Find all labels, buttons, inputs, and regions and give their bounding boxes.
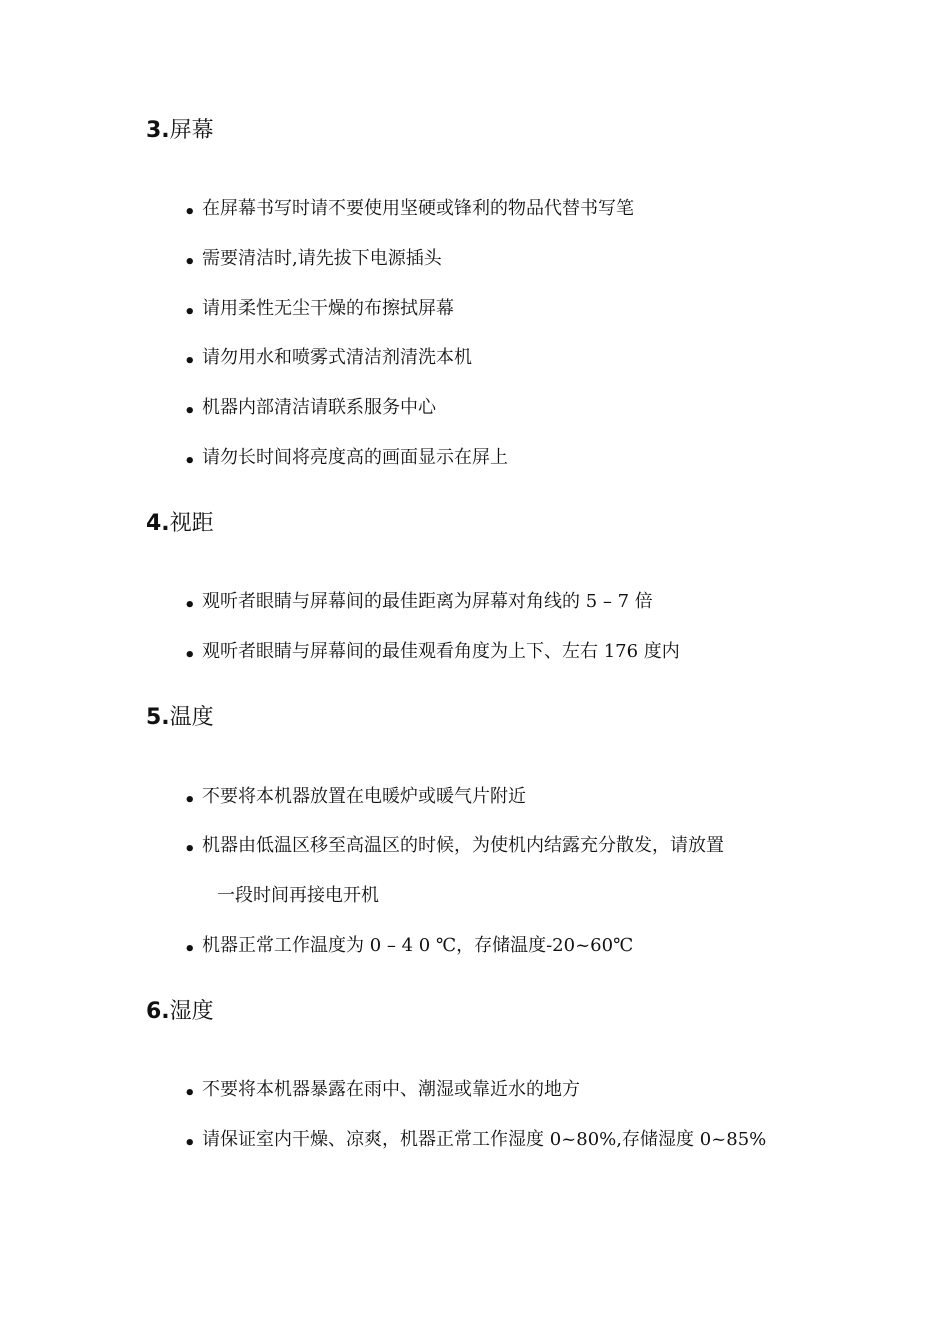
bullet-icon: •	[184, 1133, 196, 1154]
section-heading-humidity	[146, 998, 214, 1026]
list-item-text: 不要将本机器暴露在雨中、潮湿或靠近水的地方	[202, 1079, 580, 1100]
list-item-continuation: 一段时间再接电开机	[217, 885, 379, 906]
list-item-text: 请勿长时间将亮度高的画面显示在屏上	[202, 447, 508, 468]
list-item	[184, 297, 454, 325]
list-item-text: 请保证室内干燥、凉爽，机器正常工作湿度 0~80%,存储湿度 0~85%	[202, 1129, 767, 1150]
bullet-icon: •	[184, 401, 196, 422]
list-item-text: 需要清洁时,请先拔下电源插头	[202, 248, 442, 269]
bullet-icon: •	[184, 302, 196, 323]
list-item	[184, 590, 653, 618]
list-item-text: 观听者眼睛与屏幕间的最佳观看角度为上下、左右 176 度内	[202, 641, 680, 662]
section-title: 屏幕	[169, 118, 214, 143]
list-item-text: 请用柔性无尘干燥的布擦拭屏幕	[202, 298, 454, 319]
list-item	[184, 785, 526, 813]
section-number: 5.	[146, 705, 170, 730]
bullet-icon: •	[184, 351, 196, 372]
list-item	[184, 247, 442, 275]
section-number: 3.	[146, 118, 170, 143]
bullet-icon: •	[184, 595, 196, 616]
bullet-icon: •	[184, 939, 196, 960]
bullet-icon: •	[184, 1083, 196, 1104]
bullet-icon: •	[184, 645, 196, 666]
list-item-text: 请勿用水和喷雾式清洁剂清洗本机	[202, 347, 472, 368]
list-item	[184, 1078, 580, 1106]
list-item	[184, 346, 472, 374]
section-heading-temperature	[146, 704, 214, 732]
bullet-icon: •	[184, 839, 196, 860]
list-item-text: 机器正常工作温度为 0 – 4 0 ℃，存储温度-20~60℃	[202, 935, 634, 956]
section-title: 湿度	[169, 999, 214, 1024]
section-heading-viewing-distance	[146, 510, 214, 538]
bullet-icon: •	[184, 790, 196, 811]
list-item	[184, 1128, 766, 1156]
list-item-text: 机器由低温区移至高温区的时候，为使机内结露充分散发，请放置	[202, 835, 724, 856]
list-item-text: 不要将本机器放置在电暖炉或暖气片附近	[202, 786, 526, 807]
bullet-icon: •	[184, 202, 196, 223]
list-item-text: 观听者眼睛与屏幕间的最佳距离为屏幕对角线的 5 – 7 倍	[202, 591, 653, 612]
section-number: 6.	[146, 999, 170, 1024]
list-item-text: 在屏幕书写时请不要使用坚硬或锋利的物品代替书写笔	[202, 198, 634, 219]
bullet-icon: •	[184, 252, 196, 273]
list-item-text: 机器内部清洁请联系服务中心	[202, 397, 436, 418]
section-title: 视距	[169, 511, 214, 536]
bullet-icon: •	[184, 451, 196, 472]
section-heading-screen	[146, 117, 214, 145]
list-item	[184, 446, 508, 474]
list-item	[184, 640, 680, 668]
section-number: 4.	[146, 511, 170, 536]
list-item	[184, 396, 436, 424]
list-item	[184, 834, 724, 862]
list-item	[184, 197, 634, 225]
section-title: 温度	[169, 705, 214, 730]
list-item	[184, 934, 633, 962]
